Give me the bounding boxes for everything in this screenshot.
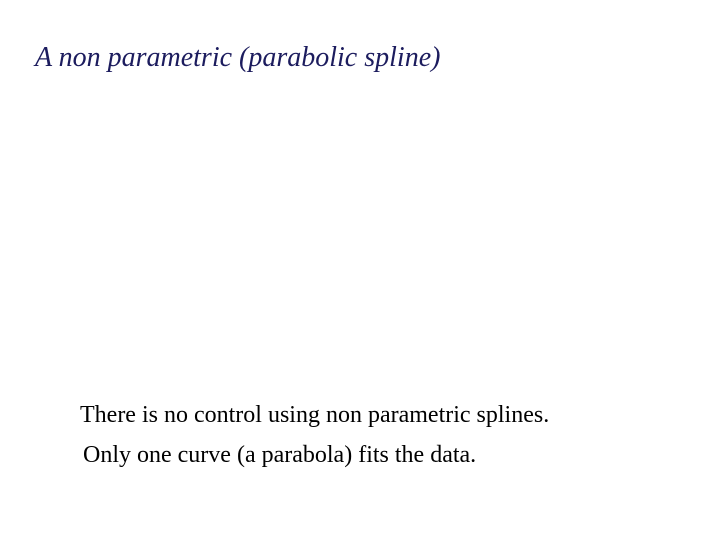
slide-body bbox=[80, 395, 549, 475]
slide-title: A non parametric (parabolic spline) bbox=[35, 42, 441, 73]
body-line-control: There is no control using non parametric splines. bbox=[80, 402, 550, 428]
body-line-parabola: Only one curve (a parabola) fits the data. bbox=[83, 442, 477, 468]
